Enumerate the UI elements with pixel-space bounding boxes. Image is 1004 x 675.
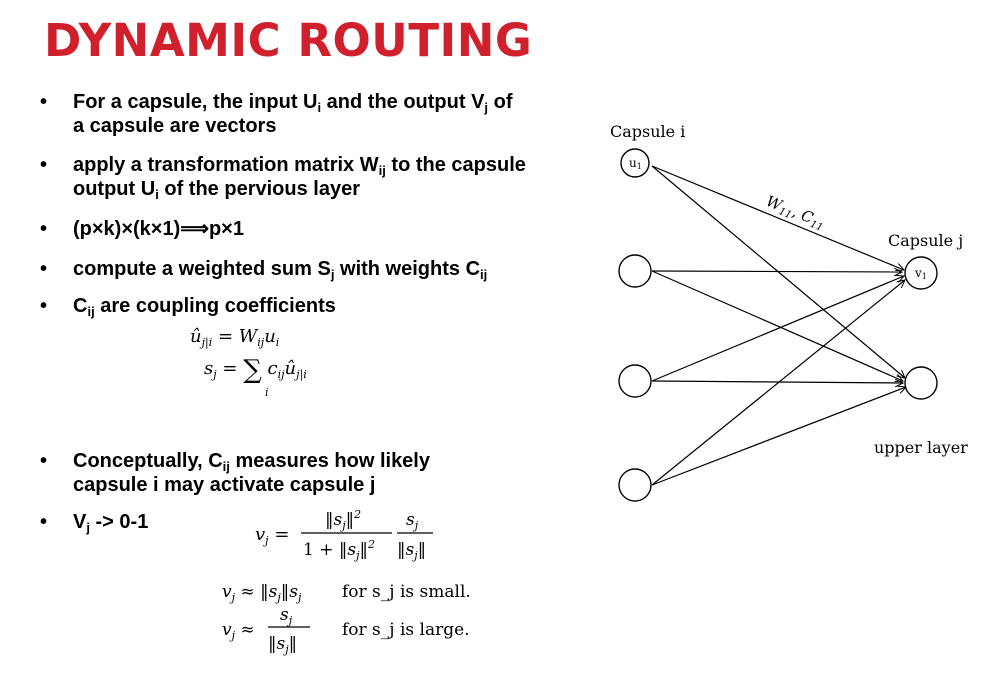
large-case-text: for s_j is large. — [342, 620, 470, 640]
bullet-text: of the pervious layer — [158, 178, 360, 200]
bullet-text: -> 0-1 — [89, 511, 149, 533]
node-u4 — [619, 469, 651, 501]
edge-u2-v1 — [652, 271, 902, 272]
svg-text:vj =: $v_j$ = — [255, 524, 290, 547]
bullet-text: Conceptually, C — [73, 450, 223, 472]
bullet-text: C — [73, 295, 88, 317]
bullet-text: measures how likely — [229, 450, 430, 472]
slide-title: DYNAMIC ROUTING — [44, 14, 533, 67]
svg-text:‖sj‖: $‖s_j‖$ — [397, 540, 427, 562]
formula-uhat: $û_{j|i} = W_{ij}u_i$ — [190, 326, 280, 349]
svg-text:sj: $s_j$ — [280, 605, 293, 627]
subscript: ij — [480, 267, 488, 282]
svg-text:vj ≈ ‖sj‖sj: $v_j$ ≈ $‖s_j‖s_j$ — [222, 582, 302, 604]
small-case-text: for s_j is small. — [342, 582, 471, 602]
bullet-text: (p×k)×(k×1)⟹p×1 — [73, 218, 244, 240]
bullet-text: For a capsule, the input U — [73, 91, 318, 113]
subscript: i — [155, 187, 159, 202]
u1-label: u1 — [629, 156, 642, 171]
upper-layer-label: upper layer — [874, 438, 968, 457]
subscript: ij — [222, 459, 230, 474]
bullet-text: capsule i may activate capsule j — [73, 474, 376, 496]
bullet-marker: • — [40, 295, 48, 317]
subscript: j — [330, 267, 335, 282]
bullet-text: compute a weighted sum S — [73, 258, 331, 280]
edge-u1-v1 — [652, 166, 904, 270]
bullet-marker: • — [40, 450, 48, 472]
v1-label: v1 — [915, 266, 927, 281]
capsule-i-label: Capsule i — [610, 122, 686, 141]
capsule-j-label: Capsule j — [888, 231, 964, 250]
svg-text:vj ≈: $v_j$ ≈ — [222, 620, 255, 642]
bullet-marker: • — [40, 511, 48, 533]
subscript: ij — [87, 304, 95, 319]
subscript: j — [86, 520, 90, 535]
bullet-marker: • — [40, 258, 48, 280]
subscript: i — [317, 100, 322, 115]
node-u3 — [619, 365, 651, 397]
subscript: j — [484, 100, 489, 115]
formula-sj: $s_j$ = ∑ $c_{ij}û_{j|i}$ — [204, 355, 307, 385]
bullet-text: to the capsule — [385, 154, 526, 176]
svg-text:‖sj‖2: $‖s_j‖^2$ — [325, 508, 362, 532]
bullet-text: a capsule are vectors — [73, 115, 277, 137]
node-v2 — [905, 367, 937, 399]
bullet-text: and the output V — [321, 91, 485, 113]
svg-text:sj: $s_j$ — [406, 510, 419, 532]
bullet-marker: • — [40, 91, 48, 113]
bullet-marker: • — [40, 218, 48, 240]
bullet-text: V — [73, 511, 87, 533]
edge-u4-v2 — [652, 387, 906, 485]
node-u2 — [619, 255, 651, 287]
bullet-text: are coupling coefficients — [94, 295, 336, 317]
bullet-text: output U — [73, 178, 156, 200]
subscript: ij — [378, 163, 386, 178]
bullet-marker: • — [40, 154, 48, 176]
bullet-text: of — [488, 91, 513, 113]
bullet-text: apply a transformation matrix W — [73, 154, 379, 176]
svg-text:1 + ‖sj‖2: $1 + ‖s_j‖^2$ — [303, 538, 376, 562]
svg-text:‖sj‖: $‖s_j‖$ — [268, 634, 298, 656]
edge-label-w11-c11: $W_{11}$, $C_{11}$ — [763, 192, 825, 234]
bullet-text: with weights C — [334, 258, 481, 280]
sum-index: i — [265, 386, 269, 399]
edge-u2-v2 — [652, 271, 903, 381]
